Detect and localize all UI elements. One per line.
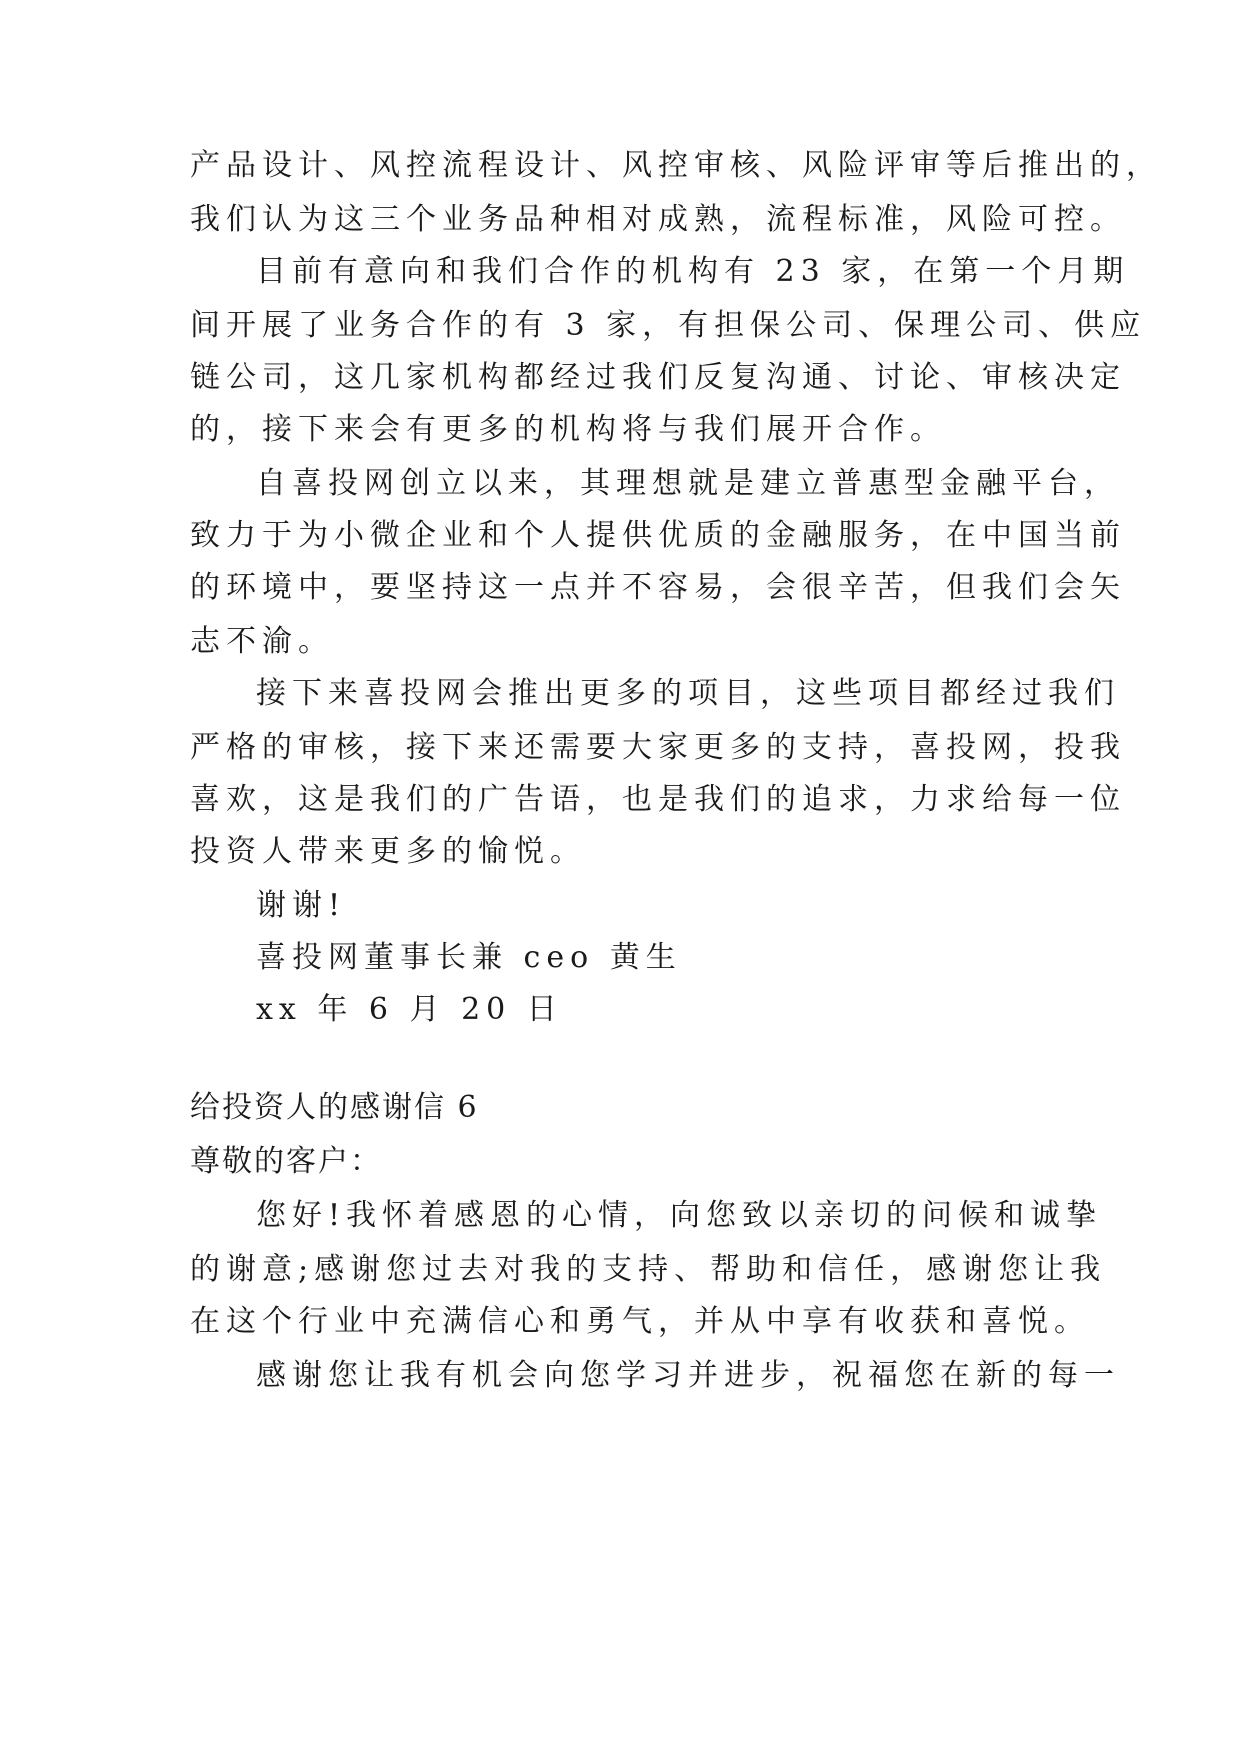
paragraph-2-line-4: 的，接下来会有更多的机构将与我们展开合作。 bbox=[190, 412, 946, 447]
closing-thanks: 谢谢! bbox=[256, 888, 347, 923]
paragraph-1-line-2: 我们认为这三个业务品种相对成熟，流程标准，风险可控。 bbox=[190, 202, 1126, 237]
paragraph-3-line-2: 致力于为小微企业和个人提供优质的金融服务，在中国当前 bbox=[190, 518, 1126, 553]
paragraph-1-line-1: 产品设计、风控流程设计、风控审核、风险评审等后推出的， bbox=[190, 148, 1162, 183]
paragraph-6-line-1: 感谢您让我有机会向您学习并进步，祝福您在新的每一 bbox=[256, 1358, 1120, 1393]
paragraph-2-line-3: 链公司，这几家机构都经过我们反复沟通、讨论、审核决定 bbox=[190, 360, 1126, 395]
paragraph-2-line-2: 间开展了业务合作的有 3 家，有担保公司、保理公司、供应 bbox=[190, 308, 1147, 343]
paragraph-2-line-1: 目前有意向和我们合作的机构有 23 家，在第一个月期 bbox=[256, 254, 1130, 289]
paragraph-4-line-3: 喜欢，这是我们的广告语，也是我们的追求，力求给每一位 bbox=[190, 782, 1126, 817]
paragraph-3-line-1: 自喜投网创立以来，其理想就是建立普惠型金融平台， bbox=[256, 466, 1120, 501]
paragraph-3-line-3: 的环境中，要坚持这一点并不容易，会很辛苦，但我们会矢 bbox=[190, 570, 1126, 605]
paragraph-4-line-2: 严格的审核，接下来还需要大家更多的支持，喜投网，投我 bbox=[190, 730, 1126, 765]
section-title: 给投资人的感谢信 6 bbox=[190, 1090, 479, 1125]
paragraph-4-line-1: 接下来喜投网会推出更多的项目，这些项目都经过我们 bbox=[256, 676, 1120, 711]
signature: 喜投网董事长兼 ceo 黄生 bbox=[256, 940, 682, 975]
paragraph-5-line-1: 您好!我怀着感恩的心情，向您致以亲切的问候和诚挚 bbox=[256, 1198, 1103, 1233]
paragraph-3-line-4: 志不渝。 bbox=[190, 624, 334, 659]
letter-date: xx 年 6 月 20 日 bbox=[256, 992, 563, 1027]
paragraph-5-line-2: 的谢意;感谢您过去对我的支持、帮助和信任，感谢您让我 bbox=[190, 1252, 1107, 1287]
salutation: 尊敬的客户： bbox=[190, 1144, 382, 1179]
paragraph-5-line-3: 在这个行业中充满信心和勇气，并从中享有收获和喜悦。 bbox=[190, 1304, 1090, 1339]
paragraph-4-line-4: 投资人带来更多的愉悦。 bbox=[190, 834, 586, 869]
